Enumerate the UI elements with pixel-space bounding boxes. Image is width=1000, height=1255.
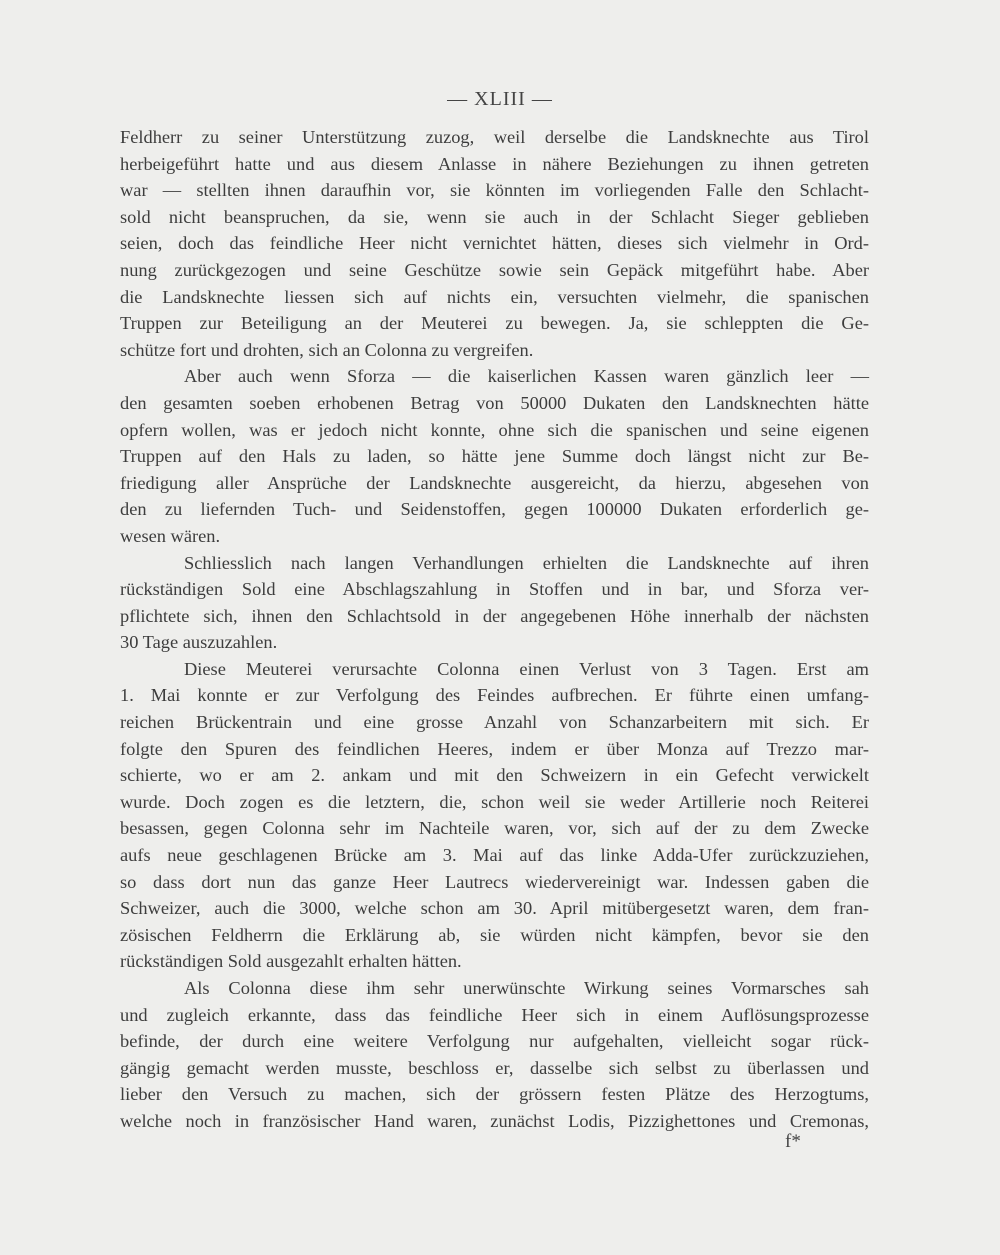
text-line: herbeigeführt hatte und aus diesem Anlasse in nähere Beziehungen zu ihnen getreten bbox=[120, 153, 869, 174]
text-line: lieber den Versuch zu machen, sich der grössern festen Plätze des Herzogtums, bbox=[120, 1084, 869, 1105]
text-line: Feldherr zu seiner Unterstützung zuzog, weil derselbe die Landsknechte aus Tirol bbox=[120, 127, 869, 147]
text-line: rückständigen Sold ausgezahlt erhalten hätten. bbox=[120, 951, 462, 972]
text-line: opfern wollen, was er jedoch nicht konnte, ohne sich die spanischen und seine eigenen bbox=[120, 419, 869, 440]
text-line: aufs neue geschlagenen Brücke am 3. Mai auf das linke Adda-Ufer zurückzuziehen, bbox=[120, 845, 869, 866]
text-line: wesen wären. bbox=[120, 525, 221, 546]
text-line: welche noch in französischer Hand waren, zunächst Lodis, Pizzighettones und Cremonas, bbox=[120, 1110, 869, 1131]
text-line: war — stellten ihnen daraufhin vor, sie könnten im vorliegenden Falle den Schlacht- bbox=[120, 180, 869, 201]
text-line: Als Colonna diese ihm sehr unerwünschte Wirkung seines Vormarsches sah bbox=[184, 978, 869, 998]
text-line: 1. Mai konnte er zur Verfolgung des Feindes aufbrechen. Er führte einen umfang- bbox=[120, 685, 869, 706]
text-line: friedigung aller Ansprüche der Landsknechte ausgereicht, da hierzu, abgesehen von bbox=[120, 472, 869, 493]
page-number-header: — XLIII — bbox=[447, 88, 553, 110]
text-line: Diese Meuterei verursachte Colonna einen Verlust von 3 Tagen. Erst am bbox=[184, 658, 869, 679]
text-line: und zugleich erkannte, dass das feindliche Heer sich in einem Auflösungsprozesse bbox=[120, 1004, 869, 1025]
paragraph bbox=[120, 550, 869, 656]
text-line: Schweizer, auch die 3000, welche schon am 30. April mitübergesetzt waren, dem fran- bbox=[120, 898, 869, 919]
text-line: den gesamten soeben erhobenen Betrag von 50000 Dukaten den Landsknechten hätte bbox=[120, 392, 869, 413]
text-line: besassen, gegen Colonna sehr im Nachteile waren, vor, sich auf der zu dem Zwecke bbox=[120, 818, 869, 839]
signature-mark: f* bbox=[785, 1131, 801, 1152]
text-line: 30 Tage auszuzahlen. bbox=[120, 632, 278, 653]
text-line: seien, doch das feindliche Heer nicht vernichtet hätten, dieses sich vielmehr in Ord- bbox=[120, 233, 869, 254]
text-line: so dass dort nun das ganze Heer Lautrecs wiedervereinigt war. Indessen gaben die bbox=[120, 871, 869, 892]
text-line: pflichtete sich, ihnen den Schlachtsold in der angegebenen Höhe innerhalb der nächsten bbox=[120, 605, 869, 626]
body-text bbox=[120, 124, 869, 1135]
text-line: gängig gemacht werden musste, beschloss er, dasselbe sich selbst zu überlassen und bbox=[120, 1057, 869, 1078]
text-line: den zu liefernden Tuch- und Seidenstoffen, gegen 100000 Dukaten erforderlich ge- bbox=[120, 499, 869, 520]
text-line: Schliesslich nach langen Verhandlungen erhielten die Landsknechte auf ihren bbox=[184, 552, 869, 573]
text-line: schierte, wo er am 2. ankam und mit den Schweizern in ein Gefecht verwickelt bbox=[120, 765, 869, 786]
paragraph bbox=[120, 363, 869, 549]
text-line: Truppen zur Beteiligung an der Meuterei zu bewegen. Ja, sie schleppten die Ge- bbox=[120, 313, 869, 334]
text-line: wurde. Doch zogen es die letztern, die, schon weil sie weder Artillerie noch Reiterei bbox=[120, 791, 869, 812]
text-line: befinde, der durch eine weitere Verfolgung nur aufgehalten, vielleicht sogar rück- bbox=[120, 1031, 869, 1052]
paragraph bbox=[120, 975, 869, 1135]
text-line: schütze fort und drohten, sich an Colonna zu vergreifen. bbox=[120, 339, 534, 360]
text-line: rückständigen Sold eine Abschlagszahlung in Stoffen und in bar, und Sforza ver- bbox=[120, 579, 869, 600]
text-line: nung zurückgezogen und seine Geschütze sowie sein Gepäck mitgeführt habe. Aber bbox=[120, 259, 869, 280]
text-line: zösischen Feldherrn die Erklärung ab, sie würden nicht kämpfen, bevor sie den bbox=[120, 924, 869, 945]
paragraph bbox=[120, 124, 869, 363]
text-line: reichen Brückentrain und eine grosse Anzahl von Schanzarbeitern mit sich. Er bbox=[120, 712, 869, 733]
text-line: sold nicht beanspruchen, da sie, wenn sie auch in der Schlacht Sieger geblieben bbox=[120, 206, 869, 227]
text-line: folgte den Spuren des feindlichen Heeres, indem er über Monza auf Trezzo mar- bbox=[120, 738, 869, 759]
paragraph bbox=[120, 656, 869, 975]
text-line: Aber auch wenn Sforza — die kaiserlichen Kassen waren gänzlich leer — bbox=[184, 366, 869, 387]
text-line: Truppen auf den Hals zu laden, so hätte jene Summe doch längst nicht zur Be- bbox=[120, 446, 869, 467]
text-line: die Landsknechte liessen sich auf nichts ein, versuchten vielmehr, die spanischen bbox=[120, 286, 869, 307]
